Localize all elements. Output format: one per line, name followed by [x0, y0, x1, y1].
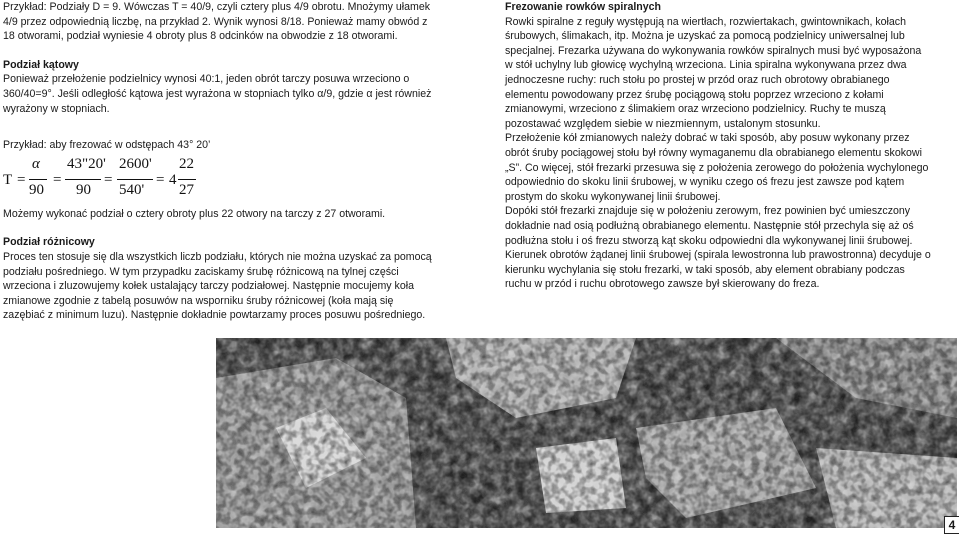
right-column [505, 0, 955, 292]
paragraph-line: kierunku wychylania się stołu frezarki, w taki sposób, aby element obrabiany podczas [505, 263, 905, 276]
paragraph-line: Proces ten stosuje się dla wszystkich liczb podziału, których nie można uzyskać za pomocą [3, 250, 432, 263]
paragraph-line: Rowki spiralne z reguły występują na wiertłach, rozwiertakach, gwintownikach, kołach [505, 15, 906, 28]
paragraph-line: obrót śruby pociągowej stołu był równy wymaganemu dla obrabianego elementu skokowi [505, 146, 922, 159]
formula-equals: = [17, 171, 26, 188]
differential-division-heading: Podział różnicowy [3, 236, 95, 249]
paragraph-line: pozostawać względem siebie w niezmiennym, ustalonym stosunku. [505, 117, 821, 130]
intro-line: 18 otworami, podział wyniesie 4 obroty plus 8 odcinków na obwodzie z 18 otworami. [3, 30, 398, 43]
paragraph-line: odpowiednio do skoku linii śrubowej, w wyniku czego oś frezu jest zawsze pod kątem [505, 176, 905, 189]
paragraph-line: elementu powodowany przez śrubę pociągową stołu poprzez wrzeciono z kołami [505, 88, 884, 101]
paragraph-line: śrubowych, ślimakach, itp. Można je uzyskać za pomocą podzielnicy uniwersalnej lub [505, 30, 905, 43]
paragraph-line: podłużna stołu i oś frezu stworzą kąt skoku odpowiedni dla wykonywanej linii śrubowej. [505, 234, 913, 247]
result-line: Możemy wykonać podział o cztery obroty plus 22 otwory na tarczy z 27 otworami. [3, 207, 386, 220]
example-line: Przykład: aby frezować w odstępach 43° 20’ [3, 139, 211, 152]
paragraph-line: dokładnie nad osią podłużną obrabianego elementu. Następnie stół przechyla się aż oś [505, 219, 914, 232]
formula-equals: = [53, 171, 62, 188]
paragraph-line: 360/40=9°. Jeśli odległość kątowa jest wyrażona w stopniach tylko α/9, gdzie α jest również [3, 87, 432, 100]
paragraph-line: wyrażony w stopniach. [3, 102, 110, 115]
paragraph-line: Kierunek obrotów żądanej linii śrubowej (spirala lewostronna lub prawostronna) decyduje o [505, 249, 931, 262]
division-formula [3, 155, 455, 205]
paragraph-line: Dopóki stół frezarki znajduje się w położeniu zerowym, frez powinien być umieszczony [505, 205, 911, 218]
paragraph-line: „S”. Co więcej, stół frezarki przesuwa się z położenia zerowego do położenia wychylonego [505, 161, 929, 174]
formula-equals: = [156, 171, 165, 188]
intro-line: 4/9 przez odpowiednią liczbę, na przykład 2. Wynik wynosi 8/18. Ponieważ mamy obwód z [3, 15, 428, 28]
formula-denominator: 90 [76, 181, 91, 198]
paragraph-line: podziału pośredniego. W tym przypadku zaciskamy śrubę różnicową na tylnej części [3, 265, 399, 278]
paragraph-line: zmianowymi, wrzeciono z ślimakiem oraz wrzeciono podzielnicy. Ruchy te muszą [505, 103, 886, 116]
paragraph-line: zmianowe zgodnie z tabelą posuwów na wsporniku śruby różnicowej (koła mają się [3, 294, 394, 307]
formula-numerator: 43"20' [67, 155, 106, 172]
formula-denominator: 540' [119, 181, 145, 198]
formula-denominator: 90 [29, 181, 44, 198]
formula-denominator: 27 [179, 181, 194, 198]
spiral-grooves-heading: Frezowanie rowków spiralnych [505, 1, 662, 13]
angular-division-heading: Podział kątowy [3, 58, 79, 71]
paragraph-line: specjalnej. Frezarka używana do wykonywania rowków spiralnych musi być wyposażona [505, 44, 922, 57]
formula-equals: = [104, 171, 113, 188]
left-column [3, 0, 455, 323]
paragraph-line: Przełożenie kół zmianowych należy dobrać w taki sposób, aby posuw wykonany przez [505, 132, 910, 145]
paragraph-line: w stół uchylny lub głowicę wychylną wrzeciona. Linia spiralna wykonywana przez dwa [505, 59, 907, 72]
formula-numerator: 2600' [119, 155, 152, 172]
page-number: 4 [944, 516, 959, 534]
milling-machine-photo [216, 338, 957, 528]
paragraph-line: jednoczesne ruchy: ruch stołu po prostej w przód oraz ruch obrotowy obrabianego [505, 73, 890, 86]
intro-line: Przykład: Podziały D = 9. Wówczas T = 40/9, czyli cztery plus 4/9 obrotu. Mnożymy ułamek [3, 1, 431, 13]
paragraph-line: wrzeciona i zluzowujemy kołek ustalający tarczy podziałowej. Następnie mocujemy koła [3, 280, 414, 293]
formula-alpha: α [32, 155, 40, 172]
formula-whole: 4 [169, 171, 177, 188]
paragraph-line: Ponieważ przełożenie podzielnicy wynosi 40:1, jeden obrót tarczy posuwa wrzeciono o [3, 73, 410, 86]
formula-numerator: 22 [179, 155, 194, 172]
paragraph-line: ruchu w przód i ruchu obrotowego zawsze był skierowany do freza. [505, 278, 820, 291]
paragraph-line: zazębiać z minimum luzu). Następnie dokładnie powtarzamy proces posuwu pośredniego. [3, 309, 426, 322]
paragraph-line: prostym do skoku wykonywanej linii śrubowej. [505, 190, 721, 203]
formula-T: T [3, 171, 13, 188]
